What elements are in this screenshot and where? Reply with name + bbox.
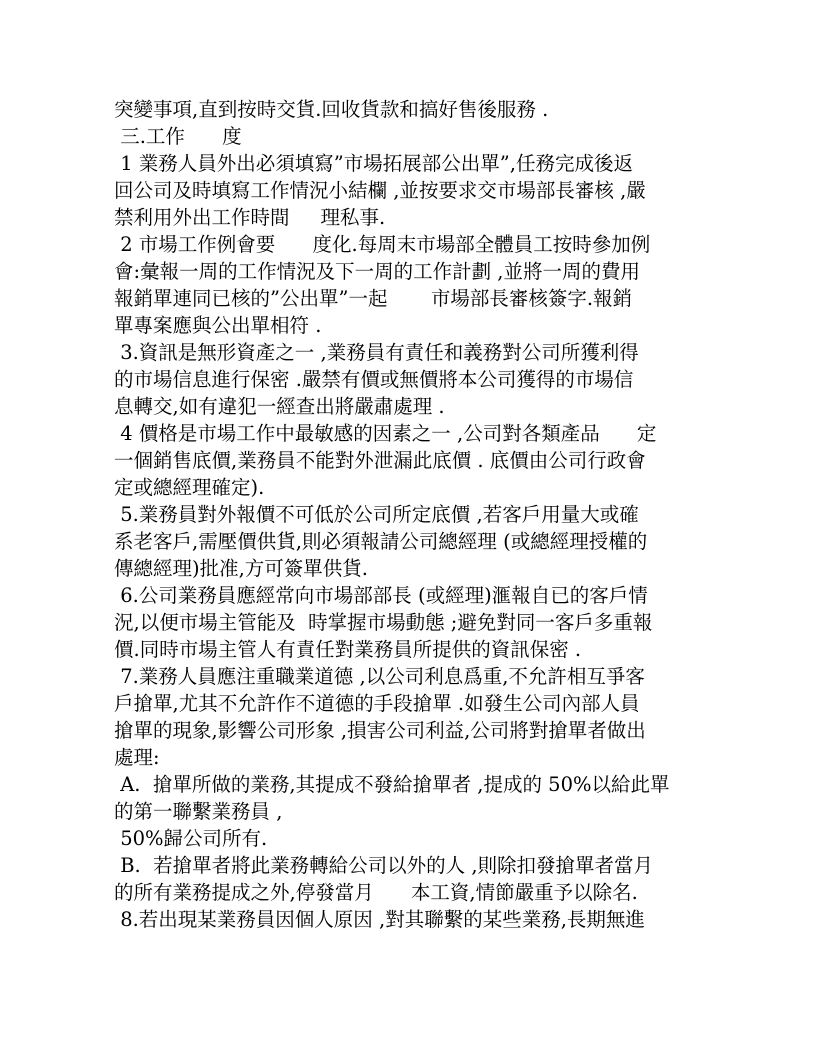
text-line: 戶搶單,尤其不允許作不道德的手段搶單 .如發生公司內部人員 — [114, 692, 640, 715]
text-line: 5.業務員對外報價不可低於公司所定底價 ,若客戶用量大或確 — [114, 503, 639, 526]
text-line: 搶單的現象,影響公司形象 ,損害公司利益,公司將對搶單者做出 — [114, 719, 646, 742]
text-line: 系老客戶,需壓價供貨,則必須報請公司總經理 (或總經理授權的 — [114, 530, 648, 553]
text-line: 單專案應與公出單相符 . — [114, 314, 322, 337]
text-line: 禁利用外出工作時間 理私事. — [114, 206, 386, 229]
section-heading: 三.工作 度 — [114, 125, 242, 148]
text-line: 3.資訊是無形資產之一 ,業務員有責任和義務對公司所獲利得 — [114, 341, 639, 364]
text-line: 報銷單連同已核的”公出單”一起 市場部長審核簽字.報銷 — [114, 287, 633, 310]
text-line: 8.若出現某業務員因個人原因 ,對其聯繫的某些業務,長期無進 — [114, 908, 645, 931]
text-line: 1 業務人員外出必須填寫”市場拓展部公出單”,任務完成後返 — [114, 152, 633, 175]
text-line: 定或總經理確定). — [114, 476, 265, 499]
text-line: 4 價格是市場工作中最敏感的因素之一 ,公司對各類產品 定 — [114, 422, 657, 445]
text-line: 會:彙報一周的工作情況及下一周的工作計劃 ,並將一周的費用 — [114, 260, 640, 283]
text-line: 突變事項,直到按時交貨.回收貨款和搞好售後服務 . — [114, 98, 549, 121]
text-line: 的市場信息進行保密 .嚴禁有價或無價將本公司獲得的市場信 — [114, 368, 634, 391]
text-line: 6.公司業務員應經常向市場部部長 (或經理)滙報自已的客戶情 — [114, 584, 648, 607]
text-line: 傳總經理)批准,方可簽單供貨. — [114, 557, 369, 580]
text-line: A. 搶單所做的業務,其提成不發給搶單者 ,提成的 50%以給此單 — [114, 773, 670, 796]
text-line: 一個銷售底價,業務員不能對外泄漏此底價 . 底價由公司行政會 — [114, 449, 646, 472]
text-line: B. 若搶單者將此業務轉給公司以外的人 ,則除扣發搶單者當月 — [114, 854, 654, 877]
text-line: 7.業務人員應注重職業道德 ,以公司利息爲重,不允許相互爭客 — [114, 665, 645, 688]
text-line: 2 市場工作例會要 度化.每周末市場部全體員工按時參加例 — [114, 233, 651, 256]
text-line: 回公司及時填寫工作情況小結欄 ,並按要求交市場部長審核 ,嚴 — [114, 179, 646, 202]
text-line: 處理: — [114, 746, 160, 769]
text-line: 的第一聯繫業務員 , — [114, 800, 283, 823]
text-line: 息轉交,如有違犯一經查出將嚴肅處理 . — [114, 395, 445, 418]
text-line: 況,以便市場主管能及 時掌握市場動態 ;避免對同一客戶多重報 — [114, 611, 653, 634]
text-line: 的所有業務提成之外,停發當月 本工資,情節嚴重予以除名. — [114, 881, 638, 904]
text-line: 50%歸公司所有. — [114, 827, 268, 850]
document-body — [114, 96, 714, 933]
text-line: 價.同時市場主管人有責任對業務員所提供的資訊保密 . — [114, 638, 582, 661]
